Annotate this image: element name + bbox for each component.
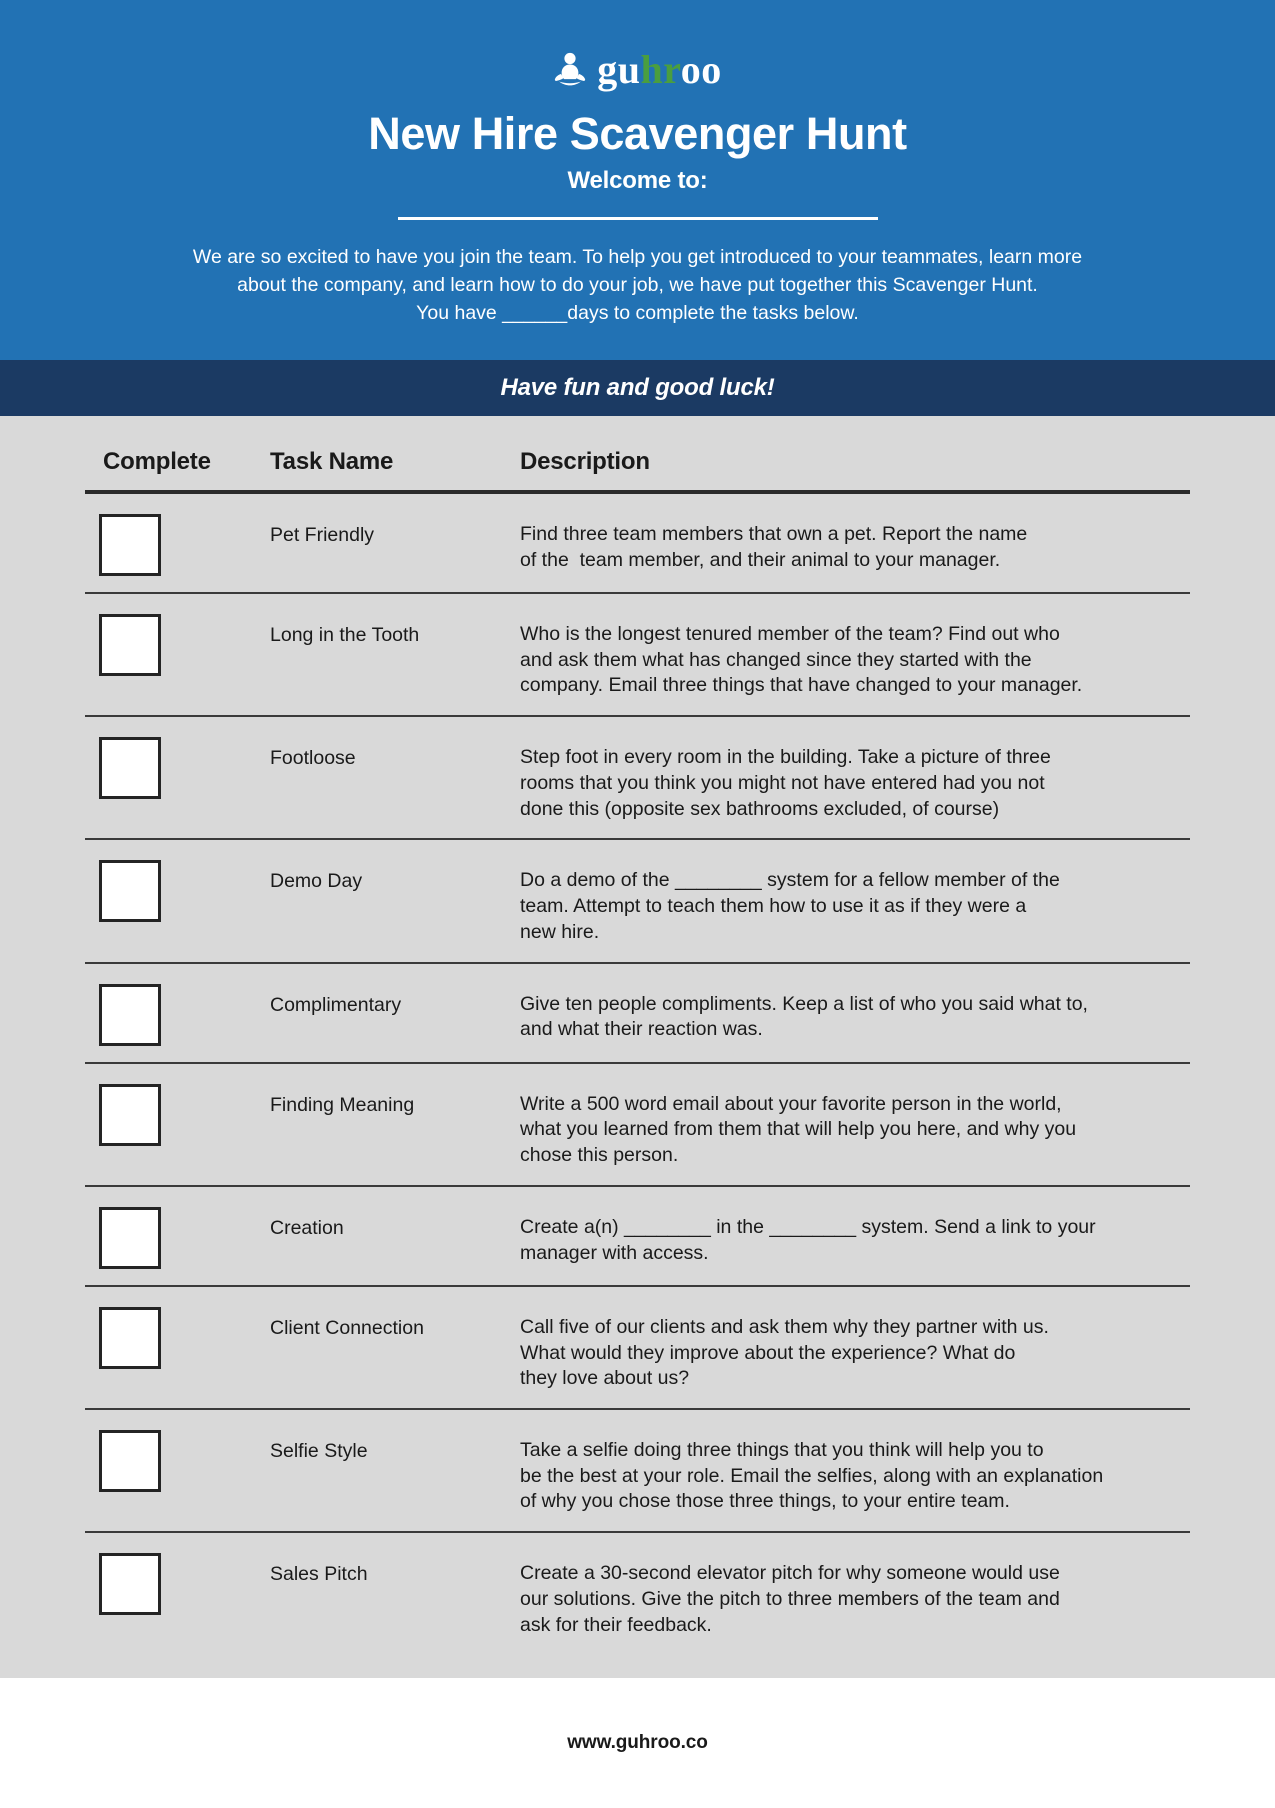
table-row (85, 1410, 1190, 1533)
description-line: chose this person. (520, 1144, 679, 1167)
intro-line-1: We are so excited to have you join the team. To help you get introduced to your teammates, learn more (192, 246, 1083, 269)
cell-complete (85, 1305, 270, 1369)
description-line: our solutions. Give the pitch to three members of the team and (520, 1587, 1060, 1610)
page-footer (0, 1678, 1275, 1808)
cell-task-name: Selfie Style (270, 1440, 368, 1463)
cell-complete (85, 858, 270, 922)
brand-name-part1: gu (597, 47, 641, 92)
cell-complete (85, 1428, 270, 1492)
description-line: Step foot in every room in the building. Take a picture of three (520, 746, 1051, 769)
cell-task-name: Demo Day (270, 870, 363, 893)
cell-description (520, 982, 1190, 1043)
description-line: team. Attempt to teach them how to use it as if they were a (520, 895, 1027, 918)
cell-description (520, 858, 1190, 945)
task-table (85, 416, 1190, 1654)
task-table-section (0, 416, 1275, 1678)
footer-website[interactable]: www.guhroo.co (567, 1732, 708, 1754)
table-header-row (85, 448, 1190, 490)
cell-task-name: Finding Meaning (270, 1093, 415, 1116)
page-subtitle: Welcome to: (567, 167, 708, 195)
description-line: new hire. (520, 920, 600, 943)
table-body (85, 494, 1190, 1654)
description-line: Take a selfie doing three things that you think will help you to (520, 1439, 1044, 1462)
task-complete-checkbox[interactable] (99, 514, 161, 576)
cell-complete (85, 512, 270, 576)
task-complete-checkbox[interactable] (99, 614, 161, 676)
cell-description (520, 735, 1190, 822)
cell-description (520, 1551, 1190, 1638)
table-row (85, 494, 1190, 594)
cell-task-name: Long in the Tooth (270, 624, 420, 646)
cell-complete (85, 982, 270, 1046)
cell-description (520, 1205, 1190, 1266)
description-line: What would they improve about the experience? What do (520, 1341, 1016, 1364)
task-complete-checkbox[interactable] (99, 1084, 161, 1146)
intro-line-2: about the company, and learn how to do your job, we have put together this Scavenger Hunt. (237, 273, 1038, 296)
brand-name-part3: oo (680, 47, 722, 92)
table-row (85, 1533, 1190, 1654)
intro-line-3: You have ______days to complete the tasks below. (416, 301, 859, 324)
task-complete-checkbox[interactable] (99, 1553, 161, 1615)
description-line: rooms that you think you might not have entered had you not (520, 771, 1045, 794)
cell-task-name: Footloose (270, 747, 356, 770)
task-complete-checkbox[interactable] (99, 984, 161, 1046)
table-row (85, 1287, 1190, 1410)
description-line: what you learned from them that will help you here, and why you (520, 1118, 1077, 1141)
cell-description (520, 1428, 1190, 1515)
task-complete-checkbox[interactable] (99, 1207, 161, 1269)
good-luck-banner (0, 360, 1275, 416)
description-line: Find three team members that own a pet. Report the name (520, 523, 1028, 545)
description-line: they love about us? (520, 1367, 690, 1390)
description-line: and ask them what has changed since they started with the (520, 648, 1032, 671)
meditating-person-icon (553, 52, 587, 88)
brand-wordmark (597, 47, 722, 92)
description-line: of why you chose those three things, to your entire team. (520, 1490, 1010, 1513)
column-header-task-name: Task Name (270, 448, 394, 475)
table-row (85, 964, 1190, 1064)
cell-task-name: Complimentary (270, 993, 402, 1016)
cell-description (520, 512, 1190, 573)
cell-complete (85, 735, 270, 799)
cell-complete (85, 1205, 270, 1269)
cell-complete (85, 1551, 270, 1615)
description-line: Who is the longest tenured member of the team? Find out who (520, 623, 1060, 645)
description-line: be the best at your role. Email the selfies, along with an explanation (520, 1464, 1104, 1487)
description-line: company. Email three things that have changed to your manager. (520, 674, 1083, 697)
hero-divider (398, 217, 878, 220)
column-header-description: Description (520, 448, 650, 475)
table-row (85, 840, 1190, 963)
cell-task-name: Creation (270, 1216, 344, 1239)
cell-task-name: Pet Friendly (270, 524, 375, 546)
cell-task-name: Client Connection (270, 1316, 424, 1339)
cell-complete (85, 612, 270, 676)
description-line: ask for their feedback. (520, 1613, 712, 1636)
intro-paragraph (158, 244, 1118, 327)
description-line: Create a(n) ________ in the ________ system. Send a link to your (520, 1215, 1096, 1238)
table-row (85, 594, 1190, 717)
banner-text: Have fun and good luck! (500, 374, 775, 401)
cell-complete (85, 1082, 270, 1146)
brand-logo (0, 44, 1275, 96)
cell-description (520, 612, 1190, 699)
page-title: New Hire Scavenger Hunt (368, 108, 907, 159)
description-line: manager with access. (520, 1241, 709, 1264)
description-line: Give ten people compliments. Keep a list of who you said what to, (520, 992, 1088, 1015)
cell-description (520, 1082, 1190, 1169)
description-line: done this (opposite sex bathrooms excluded, of course) (520, 797, 1000, 820)
description-line: Create a 30-second elevator pitch for why someone would use (520, 1562, 1060, 1585)
description-line: Call five of our clients and ask them why they partner with us. (520, 1315, 1049, 1338)
hero-section (0, 0, 1275, 360)
table-row (85, 717, 1190, 840)
column-header-complete: Complete (103, 448, 211, 475)
description-line: Write a 500 word email about your favorite person in the world, (520, 1092, 1062, 1115)
description-line: of the team member, and their animal to your manager. (520, 548, 1001, 571)
task-complete-checkbox[interactable] (99, 737, 161, 799)
task-complete-checkbox[interactable] (99, 1307, 161, 1369)
cell-description (520, 1305, 1190, 1392)
description-line: Do a demo of the ________ system for a fellow member of the (520, 869, 1060, 892)
table-row (85, 1187, 1190, 1287)
brand-name-part2: hr (640, 47, 681, 92)
description-line: and what their reaction was. (520, 1018, 763, 1041)
task-complete-checkbox[interactable] (99, 860, 161, 922)
cell-task-name: Sales Pitch (270, 1563, 368, 1586)
table-row (85, 1064, 1190, 1187)
task-complete-checkbox[interactable] (99, 1430, 161, 1492)
